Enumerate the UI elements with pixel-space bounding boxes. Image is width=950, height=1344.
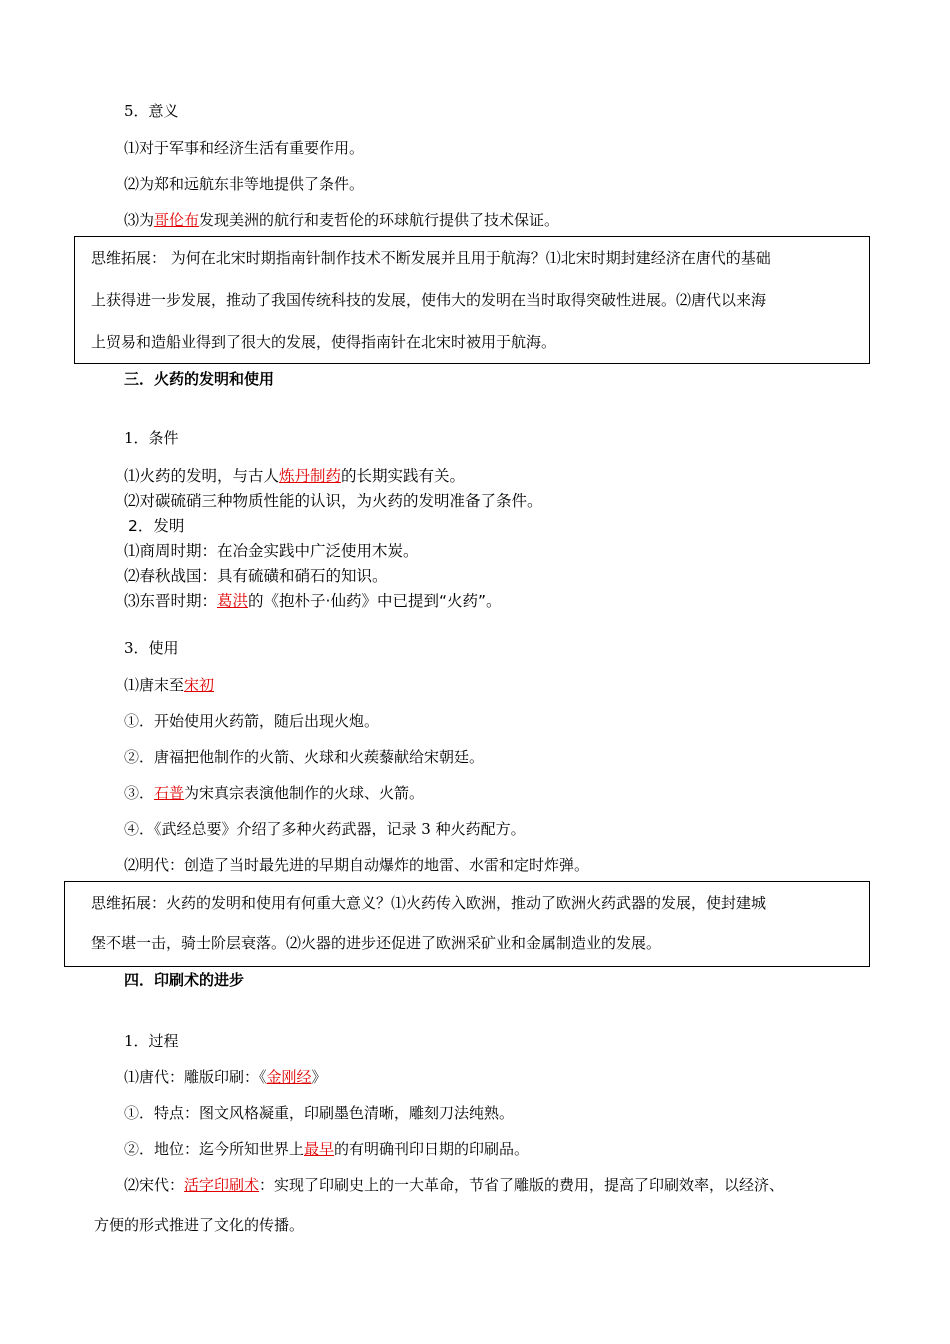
- keyword-earliest: 最早: [304, 1140, 335, 1158]
- list-item: ⑵对碳硫硝三种物质性能的认识，为火药的发明准备了条件。: [124, 492, 543, 510]
- list-item: ②．唐福把他制作的火箭、火球和火蒺藜献给宋朝廷。: [124, 748, 485, 766]
- keyword-movable-type: 活字印刷术: [184, 1176, 260, 1194]
- list-item: 方便的形式推进了文化的传播。: [94, 1216, 305, 1234]
- list-item: ⑵宋代：活字印刷术：实现了印刷史上的一大革命，节省了雕版的费用，提高了印刷效率，以经济、: [124, 1176, 785, 1194]
- list-item: ④．《武经总要》介绍了多种火药武器，记录 3 种火药配方。: [124, 820, 526, 838]
- keyword-shi-pu: 石普: [154, 784, 185, 802]
- keyword-columbus: 哥伦布: [154, 211, 200, 229]
- list-item: ⑴商周时期：在冶金实践中广泛使用木炭。: [124, 542, 419, 560]
- keyword-alchemy: 炼丹制药: [279, 467, 342, 485]
- list-item: ⑴火药的发明，与古人炼丹制药的长期实践有关。: [124, 467, 466, 485]
- list-item: ⑴唐代：雕版印刷：《金刚经》: [124, 1068, 327, 1086]
- list-item: ⑶东晋时期：葛洪的《抱朴子·仙药》中已提到“火药”。: [124, 592, 502, 610]
- list-item: ①．开始使用火药箭，随后出现火炮。: [124, 712, 380, 730]
- keyword-early-song: 宋初: [184, 676, 215, 694]
- subsection-title: 2．发明: [128, 517, 185, 535]
- keyword-ge-hong: 葛洪: [217, 592, 249, 610]
- subsection-title: 1．过程: [124, 1032, 179, 1050]
- section-heading-gunpowder: 三．火药的发明和使用: [124, 370, 275, 388]
- section-heading-printing: 四．印刷术的进步: [124, 971, 245, 989]
- list-item: ②．地位：迄今所知世界上最早的有明确刊印日期的印刷品。: [124, 1140, 530, 1158]
- box-line: 思维拓展： 为何在北宋时期指南针制作技术不断发展并且用于航海？⑴北宋时期封建经济在唐代的基础: [91, 249, 771, 267]
- list-item: ⑵为郑和远航东非等地提供了条件。: [124, 175, 365, 193]
- list-item: ⑵明代：创造了当时最先进的早期自动爆炸的地雷、水雷和定时炸弹。: [124, 856, 590, 874]
- list-item: ①．特点：图文风格凝重，印刷墨色清晰，雕刻刀法纯熟。: [124, 1104, 515, 1122]
- subsection-title: 1．条件: [124, 429, 179, 447]
- box-line: 上获得进一步发展，推动了我国传统科技的发展，使伟大的发明在当时取得突破性进展。⑵唐代以来海: [91, 291, 767, 309]
- box-line: 思维拓展：火药的发明和使用有何重大意义？⑴火药传入欧洲，推动了欧洲火药武器的发展，使封建城: [91, 894, 767, 912]
- list-item: ⑵春秋战国：具有硫磺和硝石的知识。: [124, 567, 388, 585]
- keyword-diamond-sutra: 金刚经: [266, 1068, 312, 1086]
- thinking-box-gunpowder: [64, 881, 870, 967]
- list-item: ⑶为哥伦布发现美洲的航行和麦哲伦的环球航行提供了技术保证。: [124, 211, 560, 229]
- list-item: ③．石普为宋真宗表演他制作的火球、火箭。: [124, 784, 425, 802]
- section-5-title: 5．意义: [124, 102, 179, 120]
- box-line: 上贸易和造船业得到了很大的发展，使得指南针在北宋时被用于航海。: [91, 333, 557, 351]
- box-line: 堡不堪一击，骑士阶层衰落。⑵火器的进步还促进了欧洲采矿业和金属制造业的发展。: [91, 934, 662, 952]
- list-item: ⑴对于军事和经济生活有重要作用。: [124, 139, 365, 157]
- thinking-box-compass: [74, 236, 870, 364]
- list-item: ⑴唐末至宋初: [124, 676, 215, 694]
- subsection-title: 3．使用: [124, 639, 179, 657]
